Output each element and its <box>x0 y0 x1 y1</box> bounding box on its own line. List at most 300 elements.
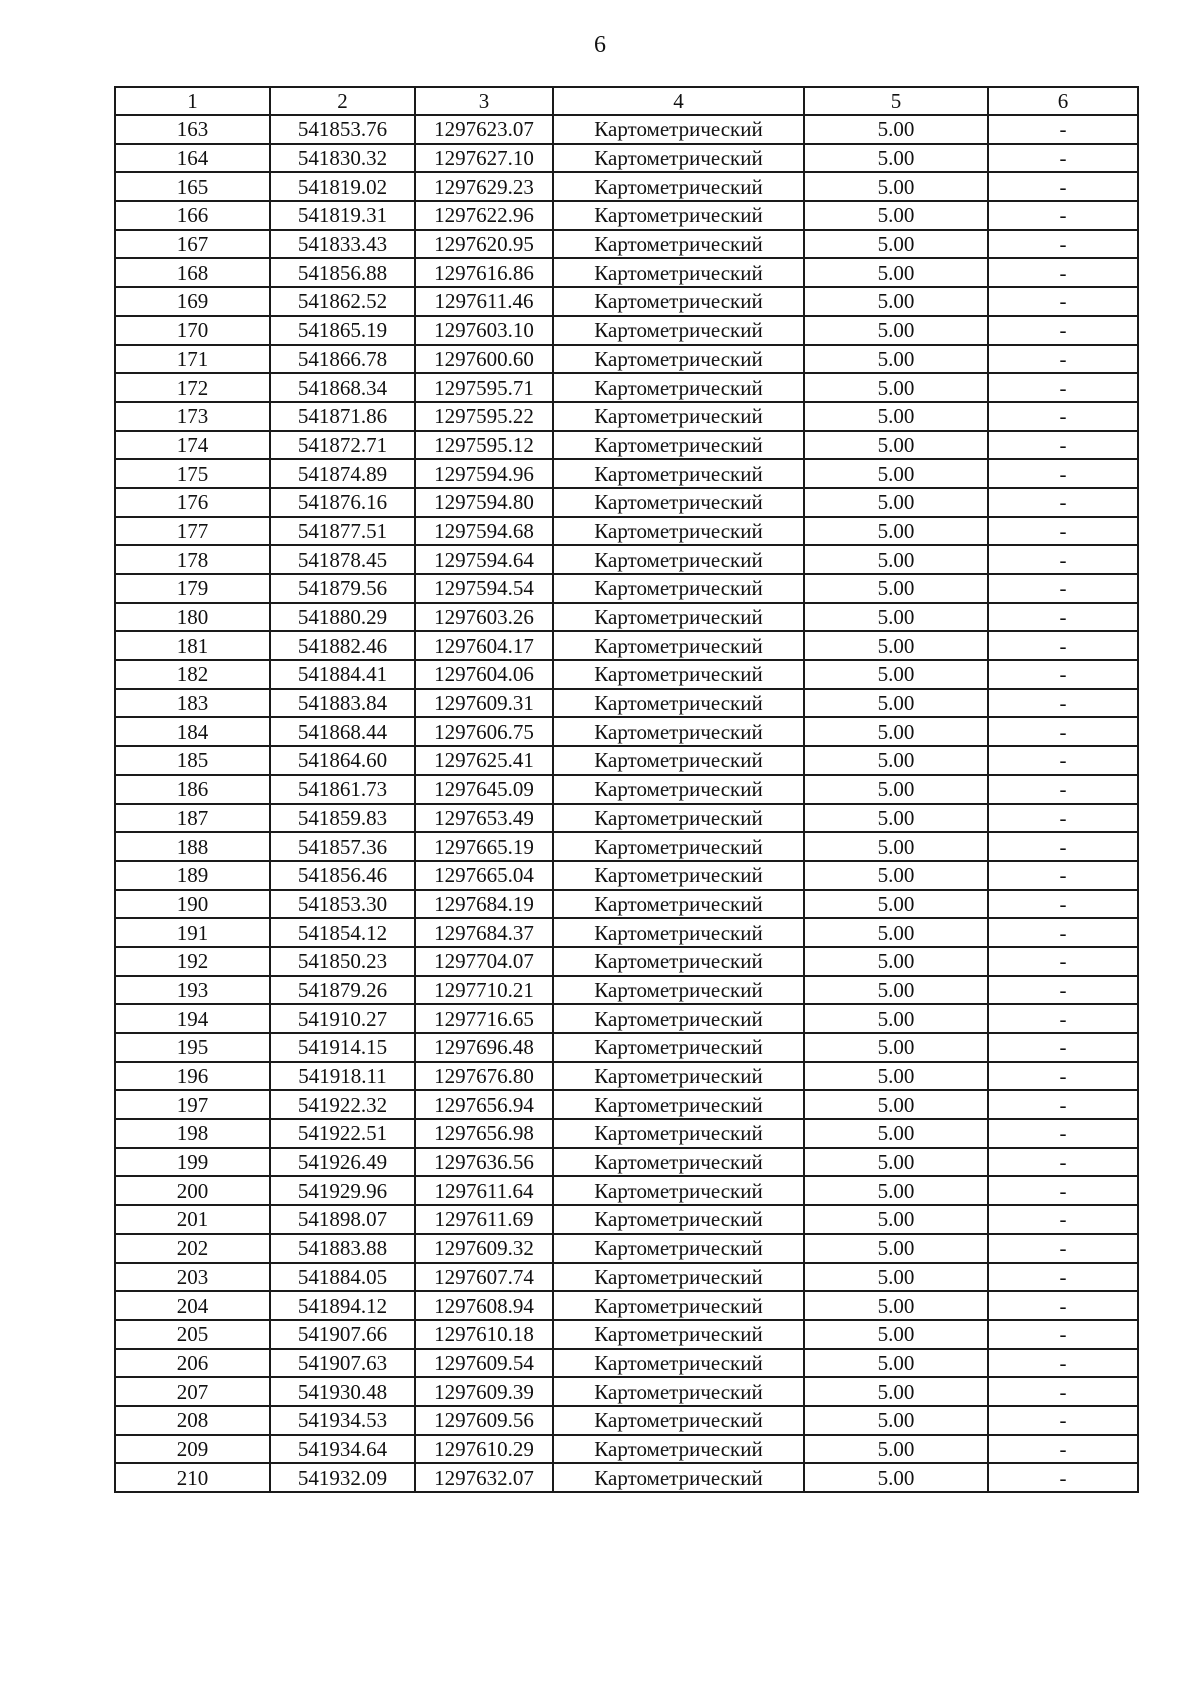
point-number-cell: 192 <box>115 947 270 976</box>
x-coordinate-cell: 541833.43 <box>270 230 415 259</box>
x-coordinate-cell: 541882.46 <box>270 631 415 660</box>
table-row <box>115 717 1138 746</box>
point-number-cell: 184 <box>115 717 270 746</box>
description-cell: - <box>988 1205 1138 1234</box>
description-cell: - <box>988 804 1138 833</box>
y-coordinate-cell: 1297594.96 <box>415 459 553 488</box>
accuracy-cell: 5.00 <box>804 1090 988 1119</box>
method-cell: Картометрический <box>553 890 804 919</box>
x-coordinate-cell: 541853.76 <box>270 115 415 144</box>
y-coordinate-cell: 1297636.56 <box>415 1148 553 1177</box>
point-number-cell: 202 <box>115 1234 270 1263</box>
point-number-cell: 182 <box>115 660 270 689</box>
description-cell: - <box>988 832 1138 861</box>
method-cell: Картометрический <box>553 545 804 574</box>
table-row <box>115 631 1138 660</box>
description-cell: - <box>988 402 1138 431</box>
description-cell: - <box>988 431 1138 460</box>
table-row <box>115 1377 1138 1406</box>
y-coordinate-cell: 1297656.94 <box>415 1090 553 1119</box>
method-cell: Картометрический <box>553 1349 804 1378</box>
y-coordinate-cell: 1297594.64 <box>415 545 553 574</box>
point-number-cell: 200 <box>115 1176 270 1205</box>
column-header-1: 1 <box>115 87 270 115</box>
method-cell: Картометрический <box>553 1406 804 1435</box>
description-cell: - <box>988 1435 1138 1464</box>
point-number-cell: 164 <box>115 144 270 173</box>
x-coordinate-cell: 541879.26 <box>270 976 415 1005</box>
y-coordinate-cell: 1297594.80 <box>415 488 553 517</box>
point-number-cell: 193 <box>115 976 270 1005</box>
point-number-cell: 196 <box>115 1062 270 1091</box>
y-coordinate-cell: 1297627.10 <box>415 144 553 173</box>
description-cell: - <box>988 459 1138 488</box>
y-coordinate-cell: 1297611.69 <box>415 1205 553 1234</box>
accuracy-cell: 5.00 <box>804 746 988 775</box>
method-cell: Картометрический <box>553 717 804 746</box>
description-cell: - <box>988 890 1138 919</box>
y-coordinate-cell: 1297611.64 <box>415 1176 553 1205</box>
point-number-cell: 170 <box>115 316 270 345</box>
y-coordinate-cell: 1297665.19 <box>415 832 553 861</box>
table-row <box>115 775 1138 804</box>
y-coordinate-cell: 1297604.17 <box>415 631 553 660</box>
accuracy-cell: 5.00 <box>804 545 988 574</box>
point-number-cell: 208 <box>115 1406 270 1435</box>
x-coordinate-cell: 541854.12 <box>270 918 415 947</box>
method-cell: Картометрический <box>553 459 804 488</box>
accuracy-cell: 5.00 <box>804 689 988 718</box>
method-cell: Картометрический <box>553 574 804 603</box>
point-number-cell: 185 <box>115 746 270 775</box>
method-cell: Картометрический <box>553 1176 804 1205</box>
accuracy-cell: 5.00 <box>804 1205 988 1234</box>
y-coordinate-cell: 1297696.48 <box>415 1033 553 1062</box>
table-row <box>115 1263 1138 1292</box>
description-cell: - <box>988 1176 1138 1205</box>
accuracy-cell: 5.00 <box>804 172 988 201</box>
point-number-cell: 187 <box>115 804 270 833</box>
point-number-cell: 204 <box>115 1291 270 1320</box>
y-coordinate-cell: 1297607.74 <box>415 1263 553 1292</box>
point-number-cell: 191 <box>115 918 270 947</box>
method-cell: Картометрический <box>553 631 804 660</box>
description-cell: - <box>988 689 1138 718</box>
accuracy-cell: 5.00 <box>804 804 988 833</box>
page-number: 6 <box>594 32 606 58</box>
y-coordinate-cell: 1297595.12 <box>415 431 553 460</box>
accuracy-cell: 5.00 <box>804 1062 988 1091</box>
table-row <box>115 746 1138 775</box>
y-coordinate-cell: 1297609.31 <box>415 689 553 718</box>
accuracy-cell: 5.00 <box>804 201 988 230</box>
accuracy-cell: 5.00 <box>804 918 988 947</box>
y-coordinate-cell: 1297608.94 <box>415 1291 553 1320</box>
x-coordinate-cell: 541859.83 <box>270 804 415 833</box>
column-header-4: 4 <box>553 87 804 115</box>
table-row <box>115 603 1138 632</box>
accuracy-cell: 5.00 <box>804 115 988 144</box>
table-row <box>115 201 1138 230</box>
point-number-cell: 186 <box>115 775 270 804</box>
point-number-cell: 209 <box>115 1435 270 1464</box>
accuracy-cell: 5.00 <box>804 316 988 345</box>
x-coordinate-cell: 541884.05 <box>270 1263 415 1292</box>
description-cell: - <box>988 660 1138 689</box>
method-cell: Картометрический <box>553 431 804 460</box>
description-cell: - <box>988 1090 1138 1119</box>
table-row <box>115 1090 1138 1119</box>
method-cell: Картометрический <box>553 804 804 833</box>
table-row <box>115 517 1138 546</box>
x-coordinate-cell: 541883.88 <box>270 1234 415 1263</box>
accuracy-cell: 5.00 <box>804 660 988 689</box>
y-coordinate-cell: 1297616.86 <box>415 258 553 287</box>
accuracy-cell: 5.00 <box>804 1176 988 1205</box>
x-coordinate-cell: 541894.12 <box>270 1291 415 1320</box>
y-coordinate-cell: 1297623.07 <box>415 115 553 144</box>
point-number-cell: 210 <box>115 1463 270 1492</box>
y-coordinate-cell: 1297716.65 <box>415 1004 553 1033</box>
table-row <box>115 1234 1138 1263</box>
accuracy-cell: 5.00 <box>804 517 988 546</box>
accuracy-cell: 5.00 <box>804 861 988 890</box>
x-coordinate-cell: 541879.56 <box>270 574 415 603</box>
method-cell: Картометрический <box>553 1320 804 1349</box>
description-cell: - <box>988 1234 1138 1263</box>
y-coordinate-cell: 1297610.18 <box>415 1320 553 1349</box>
accuracy-cell: 5.00 <box>804 1004 988 1033</box>
y-coordinate-cell: 1297676.80 <box>415 1062 553 1091</box>
point-number-cell: 199 <box>115 1148 270 1177</box>
description-cell: - <box>988 1062 1138 1091</box>
method-cell: Картометрический <box>553 287 804 316</box>
y-coordinate-cell: 1297594.54 <box>415 574 553 603</box>
y-coordinate-cell: 1297656.98 <box>415 1119 553 1148</box>
column-header-5: 5 <box>804 87 988 115</box>
table-row <box>115 144 1138 173</box>
y-coordinate-cell: 1297600.60 <box>415 345 553 374</box>
method-cell: Картометрический <box>553 172 804 201</box>
x-coordinate-cell: 541877.51 <box>270 517 415 546</box>
point-number-cell: 203 <box>115 1263 270 1292</box>
accuracy-cell: 5.00 <box>804 717 988 746</box>
description-cell: - <box>988 1406 1138 1435</box>
description-cell: - <box>988 1291 1138 1320</box>
accuracy-cell: 5.00 <box>804 1435 988 1464</box>
x-coordinate-cell: 541862.52 <box>270 287 415 316</box>
table-row <box>115 976 1138 1005</box>
y-coordinate-cell: 1297610.29 <box>415 1435 553 1464</box>
y-coordinate-cell: 1297620.95 <box>415 230 553 259</box>
method-cell: Картометрический <box>553 1463 804 1492</box>
y-coordinate-cell: 1297622.96 <box>415 201 553 230</box>
method-cell: Картометрический <box>553 1263 804 1292</box>
accuracy-cell: 5.00 <box>804 574 988 603</box>
x-coordinate-cell: 541884.41 <box>270 660 415 689</box>
method-cell: Картометрический <box>553 345 804 374</box>
point-number-cell: 167 <box>115 230 270 259</box>
point-number-cell: 166 <box>115 201 270 230</box>
table-row <box>115 832 1138 861</box>
y-coordinate-cell: 1297594.68 <box>415 517 553 546</box>
point-number-cell: 168 <box>115 258 270 287</box>
table-row <box>115 804 1138 833</box>
x-coordinate-cell: 541932.09 <box>270 1463 415 1492</box>
accuracy-cell: 5.00 <box>804 775 988 804</box>
y-coordinate-cell: 1297645.09 <box>415 775 553 804</box>
accuracy-cell: 5.00 <box>804 402 988 431</box>
table-row <box>115 345 1138 374</box>
description-cell: - <box>988 172 1138 201</box>
method-cell: Картометрический <box>553 1062 804 1091</box>
accuracy-cell: 5.00 <box>804 373 988 402</box>
table-row <box>115 316 1138 345</box>
x-coordinate-cell: 541865.19 <box>270 316 415 345</box>
description-cell: - <box>988 1033 1138 1062</box>
y-coordinate-cell: 1297609.32 <box>415 1234 553 1263</box>
accuracy-cell: 5.00 <box>804 890 988 919</box>
description-cell: - <box>988 1377 1138 1406</box>
method-cell: Картометрический <box>553 517 804 546</box>
description-cell: - <box>988 545 1138 574</box>
x-coordinate-cell: 541874.89 <box>270 459 415 488</box>
point-number-cell: 206 <box>115 1349 270 1378</box>
point-number-cell: 174 <box>115 431 270 460</box>
point-number-cell: 178 <box>115 545 270 574</box>
point-number-cell: 189 <box>115 861 270 890</box>
method-cell: Картометрический <box>553 316 804 345</box>
accuracy-cell: 5.00 <box>804 258 988 287</box>
description-cell: - <box>988 717 1138 746</box>
table-row <box>115 574 1138 603</box>
column-header-3: 3 <box>415 87 553 115</box>
accuracy-cell: 5.00 <box>804 144 988 173</box>
x-coordinate-cell: 541819.31 <box>270 201 415 230</box>
table-row <box>115 947 1138 976</box>
table-row <box>115 1463 1138 1492</box>
method-cell: Картометрический <box>553 1435 804 1464</box>
x-coordinate-cell: 541871.86 <box>270 402 415 431</box>
description-cell: - <box>988 1349 1138 1378</box>
table-row <box>115 115 1138 144</box>
description-cell: - <box>988 144 1138 173</box>
table-row <box>115 861 1138 890</box>
accuracy-cell: 5.00 <box>804 1119 988 1148</box>
x-coordinate-cell: 541929.96 <box>270 1176 415 1205</box>
method-cell: Картометрический <box>553 832 804 861</box>
description-cell: - <box>988 287 1138 316</box>
description-cell: - <box>988 574 1138 603</box>
point-number-cell: 195 <box>115 1033 270 1062</box>
description-cell: - <box>988 115 1138 144</box>
description-cell: - <box>988 345 1138 374</box>
table-row <box>115 287 1138 316</box>
table-row <box>115 890 1138 919</box>
table-row <box>115 1062 1138 1091</box>
table-row <box>115 258 1138 287</box>
description-cell: - <box>988 1263 1138 1292</box>
description-cell: - <box>988 258 1138 287</box>
description-cell: - <box>988 775 1138 804</box>
accuracy-cell: 5.00 <box>804 1377 988 1406</box>
x-coordinate-cell: 541880.29 <box>270 603 415 632</box>
y-coordinate-cell: 1297710.21 <box>415 976 553 1005</box>
accuracy-cell: 5.00 <box>804 1463 988 1492</box>
x-coordinate-cell: 541934.64 <box>270 1435 415 1464</box>
description-cell: - <box>988 1119 1138 1148</box>
method-cell: Картометрический <box>553 1234 804 1263</box>
x-coordinate-cell: 541864.60 <box>270 746 415 775</box>
accuracy-cell: 5.00 <box>804 230 988 259</box>
table-header-row <box>115 87 1138 115</box>
point-number-cell: 198 <box>115 1119 270 1148</box>
point-number-cell: 205 <box>115 1320 270 1349</box>
x-coordinate-cell: 541907.63 <box>270 1349 415 1378</box>
point-number-cell: 201 <box>115 1205 270 1234</box>
y-coordinate-cell: 1297684.37 <box>415 918 553 947</box>
table-row <box>115 1119 1138 1148</box>
y-coordinate-cell: 1297653.49 <box>415 804 553 833</box>
x-coordinate-cell: 541830.32 <box>270 144 415 173</box>
x-coordinate-cell: 541856.46 <box>270 861 415 890</box>
description-cell: - <box>988 1320 1138 1349</box>
description-cell: - <box>988 631 1138 660</box>
table-row <box>115 660 1138 689</box>
method-cell: Картометрический <box>553 1033 804 1062</box>
description-cell: - <box>988 230 1138 259</box>
method-cell: Картометрический <box>553 258 804 287</box>
y-coordinate-cell: 1297611.46 <box>415 287 553 316</box>
y-coordinate-cell: 1297603.10 <box>415 316 553 345</box>
table-row <box>115 689 1138 718</box>
coordinates-table <box>114 86 1139 1493</box>
x-coordinate-cell: 541856.88 <box>270 258 415 287</box>
description-cell: - <box>988 517 1138 546</box>
table-row <box>115 1205 1138 1234</box>
accuracy-cell: 5.00 <box>804 976 988 1005</box>
accuracy-cell: 5.00 <box>804 459 988 488</box>
method-cell: Картометрический <box>553 689 804 718</box>
accuracy-cell: 5.00 <box>804 345 988 374</box>
table-row <box>115 1176 1138 1205</box>
table-row <box>115 1435 1138 1464</box>
accuracy-cell: 5.00 <box>804 603 988 632</box>
point-number-cell: 188 <box>115 832 270 861</box>
method-cell: Картометрический <box>553 947 804 976</box>
x-coordinate-cell: 541922.32 <box>270 1090 415 1119</box>
x-coordinate-cell: 541930.48 <box>270 1377 415 1406</box>
method-cell: Картометрический <box>553 115 804 144</box>
description-cell: - <box>988 976 1138 1005</box>
point-number-cell: 173 <box>115 402 270 431</box>
method-cell: Картометрический <box>553 861 804 890</box>
accuracy-cell: 5.00 <box>804 1148 988 1177</box>
method-cell: Картометрический <box>553 1148 804 1177</box>
description-cell: - <box>988 488 1138 517</box>
point-number-cell: 181 <box>115 631 270 660</box>
accuracy-cell: 5.00 <box>804 287 988 316</box>
y-coordinate-cell: 1297629.23 <box>415 172 553 201</box>
accuracy-cell: 5.00 <box>804 488 988 517</box>
table-body <box>115 115 1138 1492</box>
y-coordinate-cell: 1297595.22 <box>415 402 553 431</box>
description-cell: - <box>988 1148 1138 1177</box>
x-coordinate-cell: 541876.16 <box>270 488 415 517</box>
table-row <box>115 1004 1138 1033</box>
method-cell: Картометрический <box>553 373 804 402</box>
method-cell: Картометрический <box>553 603 804 632</box>
method-cell: Картометрический <box>553 1119 804 1148</box>
description-cell: - <box>988 861 1138 890</box>
accuracy-cell: 5.00 <box>804 947 988 976</box>
method-cell: Картометрический <box>553 1291 804 1320</box>
point-number-cell: 165 <box>115 172 270 201</box>
point-number-cell: 190 <box>115 890 270 919</box>
x-coordinate-cell: 541853.30 <box>270 890 415 919</box>
table-row <box>115 1320 1138 1349</box>
method-cell: Картометрический <box>553 230 804 259</box>
table-row <box>115 488 1138 517</box>
y-coordinate-cell: 1297609.54 <box>415 1349 553 1378</box>
x-coordinate-cell: 541922.51 <box>270 1119 415 1148</box>
y-coordinate-cell: 1297609.56 <box>415 1406 553 1435</box>
x-coordinate-cell: 541866.78 <box>270 345 415 374</box>
description-cell: - <box>988 746 1138 775</box>
x-coordinate-cell: 541926.49 <box>270 1148 415 1177</box>
table-row <box>115 402 1138 431</box>
table-row <box>115 1148 1138 1177</box>
point-number-cell: 176 <box>115 488 270 517</box>
method-cell: Картометрический <box>553 1090 804 1119</box>
method-cell: Картометрический <box>553 1205 804 1234</box>
table-row <box>115 1349 1138 1378</box>
y-coordinate-cell: 1297632.07 <box>415 1463 553 1492</box>
point-number-cell: 169 <box>115 287 270 316</box>
y-coordinate-cell: 1297603.26 <box>415 603 553 632</box>
method-cell: Картометрический <box>553 746 804 775</box>
x-coordinate-cell: 541934.53 <box>270 1406 415 1435</box>
y-coordinate-cell: 1297604.06 <box>415 660 553 689</box>
method-cell: Картометрический <box>553 488 804 517</box>
accuracy-cell: 5.00 <box>804 1320 988 1349</box>
description-cell: - <box>988 316 1138 345</box>
description-cell: - <box>988 603 1138 632</box>
accuracy-cell: 5.00 <box>804 1406 988 1435</box>
method-cell: Картометрический <box>553 402 804 431</box>
x-coordinate-cell: 541910.27 <box>270 1004 415 1033</box>
x-coordinate-cell: 541914.15 <box>270 1033 415 1062</box>
y-coordinate-cell: 1297665.04 <box>415 861 553 890</box>
table-row <box>115 459 1138 488</box>
description-cell: - <box>988 201 1138 230</box>
table-row <box>115 230 1138 259</box>
table-row <box>115 1033 1138 1062</box>
x-coordinate-cell: 541868.44 <box>270 717 415 746</box>
point-number-cell: 183 <box>115 689 270 718</box>
table-row <box>115 918 1138 947</box>
table-row <box>115 1291 1138 1320</box>
accuracy-cell: 5.00 <box>804 1033 988 1062</box>
point-number-cell: 172 <box>115 373 270 402</box>
accuracy-cell: 5.00 <box>804 431 988 460</box>
x-coordinate-cell: 541918.11 <box>270 1062 415 1091</box>
column-header-2: 2 <box>270 87 415 115</box>
point-number-cell: 177 <box>115 517 270 546</box>
y-coordinate-cell: 1297595.71 <box>415 373 553 402</box>
accuracy-cell: 5.00 <box>804 832 988 861</box>
accuracy-cell: 5.00 <box>804 1234 988 1263</box>
